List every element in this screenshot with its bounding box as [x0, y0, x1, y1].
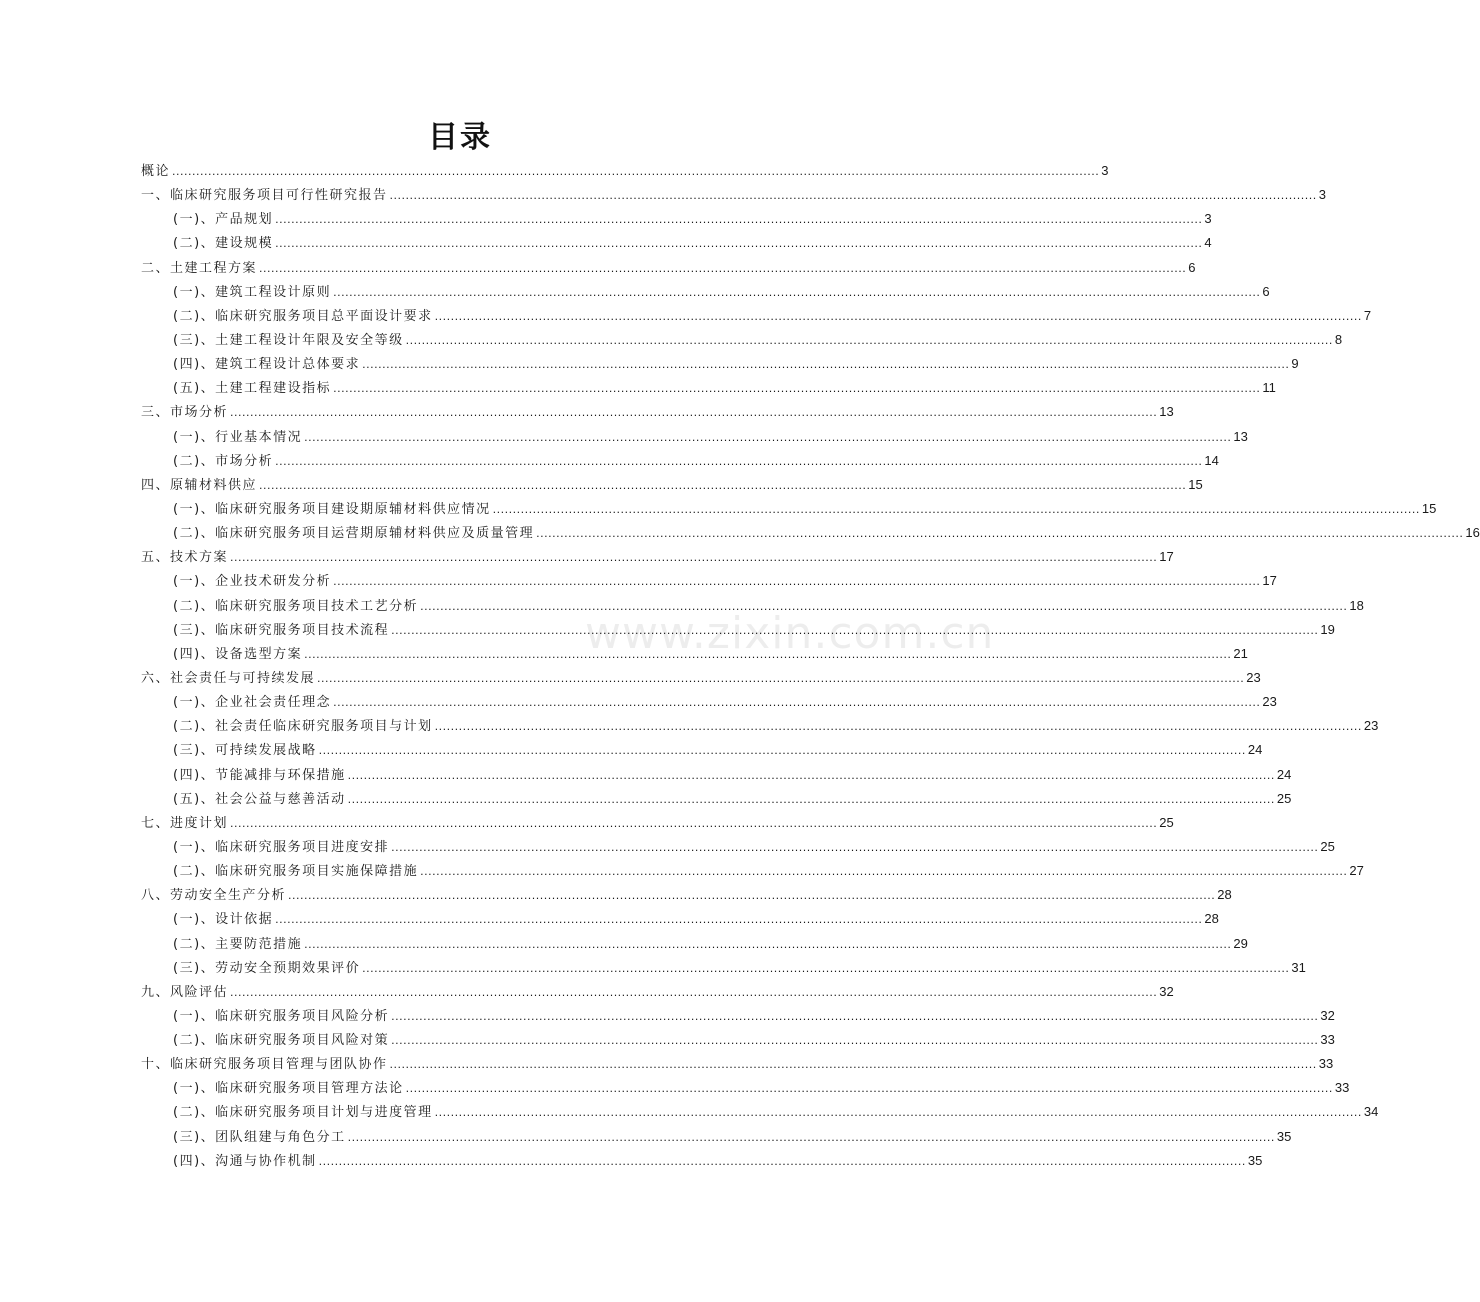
toc-subsection-entry[interactable] [141, 449, 1219, 473]
toc-leader-dots [406, 329, 1333, 353]
toc-section-entry[interactable] [141, 256, 1196, 280]
toc-entry-title: (五)、社会公益与慈善活动 [173, 791, 346, 807]
toc-entry-title: (二)、临床研究服务项目风险对策 [173, 1033, 390, 1049]
toc-leader-dots [304, 933, 1231, 957]
toc-subsection-entry[interactable] [141, 690, 1277, 714]
toc-section-entry[interactable] [141, 980, 1174, 1004]
toc-leader-dots [420, 860, 1347, 884]
page-title: 目录 [428, 120, 492, 155]
toc-leader-dots [435, 305, 1362, 329]
toc-section-entry[interactable] [141, 1052, 1334, 1076]
toc-entry-title: (四)、设备选型方案 [173, 646, 303, 662]
toc-section-entry[interactable] [141, 883, 1232, 907]
toc-leader-dots [391, 836, 1318, 860]
toc-leader-dots [259, 257, 1186, 281]
toc-page-number: 15 [1188, 476, 1203, 492]
toc-leader-dots [172, 160, 1099, 184]
toc-subsection-entry[interactable] [141, 956, 1306, 980]
toc-subsection-entry[interactable] [141, 859, 1364, 883]
toc-page-number: 13 [1233, 428, 1248, 444]
toc-section-entry[interactable] [141, 545, 1174, 569]
toc-page-number: 18 [1349, 597, 1364, 613]
toc-section-entry[interactable] [141, 159, 1109, 183]
toc-page-number: 33 [1318, 1056, 1334, 1072]
toc-leader-dots [420, 595, 1347, 619]
toc-page-number: 19 [1320, 621, 1335, 637]
toc-page-number: 24 [1247, 742, 1263, 758]
toc-subsection-entry[interactable] [141, 738, 1263, 762]
toc-leader-dots [333, 691, 1260, 715]
toc-leader-dots [333, 281, 1260, 305]
toc-entry-title: (一)、临床研究服务项目风险分析 [173, 1008, 390, 1024]
toc-subsection-entry[interactable] [141, 642, 1248, 666]
toc-leader-dots [333, 570, 1260, 594]
toc-leader-dots [275, 208, 1202, 232]
toc-entry-title: 六、社会责任与可持续发展 [141, 670, 316, 686]
toc-entry-title: (二)、临床研究服务项目运营期原辅材料供应及质量管理 [173, 526, 535, 542]
toc-page-number: 32 [1159, 983, 1174, 999]
toc-entry-title: (二)、社会责任临床研究服务项目与计划 [173, 719, 433, 735]
toc-page-number: 28 [1204, 911, 1219, 927]
toc-page-number: 23 [1262, 694, 1277, 710]
toc-subsection-entry[interactable] [141, 280, 1270, 304]
toc-leader-dots [362, 957, 1289, 981]
toc-leader-dots [348, 788, 1275, 812]
toc-subsection-entry[interactable] [141, 304, 1372, 328]
toc-entry-title: 概论 [141, 164, 171, 179]
toc-entry-title: (一)、企业技术研发分析 [173, 574, 332, 590]
toc-subsection-entry[interactable] [141, 1100, 1379, 1124]
toc-page-number: 35 [1276, 1128, 1292, 1144]
toc-page-number: 6 [1188, 259, 1196, 275]
toc-subsection-entry[interactable] [141, 328, 1343, 352]
toc-leader-dots [304, 643, 1231, 667]
toc-leader-dots [304, 426, 1231, 450]
toc-leader-dots [391, 1029, 1318, 1053]
toc-subsection-entry[interactable] [141, 787, 1292, 811]
toc-entry-title: (四)、建筑工程设计总体要求 [173, 357, 361, 373]
toc-section-entry[interactable] [141, 473, 1203, 497]
toc-subsection-entry[interactable] [141, 425, 1248, 449]
toc-entry-title: (四)、沟通与协作机制 [173, 1153, 317, 1169]
toc-entry-title: 五、技术方案 [141, 550, 229, 566]
toc-leader-dots [230, 401, 1157, 425]
toc-leader-dots [536, 522, 1463, 546]
toc-page-number: 16 [1465, 525, 1480, 541]
toc-leader-dots [406, 1077, 1333, 1101]
toc-page-number: 3 [1101, 163, 1109, 178]
toc-entry-title: (二)、临床研究服务项目计划与进度管理 [173, 1105, 433, 1121]
toc-page-number: 28 [1217, 887, 1232, 903]
toc-section-entry[interactable] [141, 183, 1326, 207]
toc-entry-title: (一)、产品规划 [173, 212, 274, 228]
toc-entry-title: 四、原辅材料供应 [141, 477, 258, 493]
toc-entry-title: 十、临床研究服务项目管理与团队协作 [141, 1057, 388, 1073]
toc-page-number: 15 [1421, 500, 1437, 516]
toc-page-number: 3 [1318, 187, 1326, 203]
toc-entry-title: (一)、行业基本情况 [173, 429, 303, 445]
toc-leader-dots [317, 667, 1244, 691]
toc-entry-title: (二)、临床研究服务项目总平面设计要求 [173, 308, 433, 324]
toc-page-number: 24 [1276, 766, 1292, 782]
toc-section-entry[interactable] [141, 666, 1261, 690]
toc-leader-dots [319, 739, 1246, 763]
toc-leader-dots [348, 764, 1275, 788]
toc-subsection-entry[interactable] [141, 594, 1364, 618]
toc-subsection-entry[interactable] [141, 763, 1292, 787]
toc-subsection-entry[interactable] [141, 1076, 1350, 1100]
toc-page-number: 17 [1159, 549, 1174, 565]
toc-entry-title: (一)、临床研究服务项目进度安排 [173, 839, 390, 855]
toc-entry-title: (三)、团队组建与角色分工 [173, 1129, 346, 1145]
toc-leader-dots [275, 908, 1202, 932]
toc-leader-dots [391, 619, 1318, 643]
toc-entry-title: (一)、临床研究服务项目管理方法论 [173, 1081, 404, 1097]
toc-entry-title: (二)、市场分析 [173, 453, 274, 469]
toc-entry-title: (二)、建设规模 [173, 236, 274, 252]
toc-entry-title: (四)、节能减排与环保措施 [173, 767, 346, 783]
toc-leader-dots [275, 450, 1202, 474]
toc-subsection-entry[interactable] [141, 1004, 1335, 1028]
toc-leader-dots [435, 1101, 1362, 1125]
toc-subsection-entry[interactable] [141, 569, 1277, 593]
toc-page-number: 25 [1276, 790, 1292, 806]
toc-subsection-entry[interactable] [141, 1125, 1292, 1149]
toc-entry-title: (一)、建筑工程设计原则 [173, 284, 332, 300]
toc-page-number: 23 [1246, 669, 1261, 685]
toc-entry-title: 九、风险评估 [141, 984, 229, 1000]
toc-entry-title: (一)、设计依据 [173, 912, 274, 928]
toc-page-number: 3 [1204, 211, 1212, 227]
toc-subsection-entry[interactable] [141, 497, 1437, 521]
toc-page-number: 21 [1233, 645, 1248, 661]
toc-page-number: 6 [1262, 283, 1270, 299]
toc-leader-dots [362, 353, 1289, 377]
toc-leader-dots [288, 884, 1215, 908]
toc-leader-dots [319, 1150, 1246, 1174]
toc-entry-title: (三)、可持续发展战略 [173, 743, 317, 759]
toc-subsection-entry[interactable] [141, 932, 1248, 956]
toc-page-number: 11 [1262, 380, 1276, 396]
toc-subsection-entry[interactable] [141, 352, 1299, 376]
toc-entry-title: (一)、企业社会责任理念 [173, 695, 332, 711]
toc-entry-title: (一)、临床研究服务项目建设期原辅材料供应情况 [173, 501, 491, 517]
toc-page-number: 7 [1363, 307, 1372, 323]
toc-page-number: 35 [1247, 1152, 1263, 1168]
toc-leader-dots [333, 377, 1260, 401]
toc-page-number: 25 [1159, 814, 1174, 830]
toc-leader-dots [391, 1005, 1318, 1029]
toc-entry-title: (五)、土建工程建设指标 [173, 381, 332, 397]
toc-subsection-entry[interactable] [141, 521, 1480, 545]
toc-leader-dots [230, 546, 1157, 570]
toc-section-entry[interactable] [141, 400, 1174, 424]
toc-subsection-entry[interactable] [141, 835, 1335, 859]
toc-subsection-entry[interactable] [141, 376, 1276, 400]
toc-entry-title: (二)、临床研究服务项目技术工艺分析 [173, 598, 419, 614]
toc-page-number: 4 [1204, 235, 1212, 251]
toc-page-number: 25 [1320, 838, 1335, 854]
toc-entry-title: (三)、劳动安全预期效果评价 [173, 960, 361, 976]
toc-subsection-entry[interactable] [141, 714, 1379, 738]
toc-entry-title: (二)、主要防范措施 [173, 936, 303, 952]
toc-page-number: 33 [1334, 1080, 1350, 1096]
toc-leader-dots [230, 981, 1157, 1005]
toc-subsection-entry[interactable] [141, 1149, 1263, 1173]
toc-entry-title: 二、土建工程方案 [141, 260, 258, 276]
toc-page-number: 29 [1233, 935, 1248, 951]
toc-section-entry[interactable] [141, 811, 1174, 835]
toc-entry-title: 一、临床研究服务项目可行性研究报告 [141, 188, 388, 204]
toc-leader-dots [348, 1126, 1275, 1150]
toc-subsection-entry[interactable] [141, 907, 1219, 931]
toc-entry-title: (三)、临床研究服务项目技术流程 [173, 622, 390, 638]
toc-page-number: 33 [1320, 1032, 1335, 1048]
toc-page-number: 27 [1349, 863, 1364, 879]
toc-leader-dots [493, 498, 1420, 522]
toc-page-number: 31 [1291, 959, 1306, 975]
toc-entry-title: (二)、临床研究服务项目实施保障措施 [173, 864, 419, 880]
toc-entry-title: 七、进度计划 [141, 815, 229, 831]
toc-leader-dots [259, 474, 1186, 498]
toc-page-number: 32 [1320, 1007, 1335, 1023]
toc-subsection-entry[interactable] [141, 618, 1335, 642]
toc-leader-dots [435, 715, 1362, 739]
toc-page-number: 34 [1363, 1104, 1379, 1120]
toc-subsection-entry[interactable] [141, 231, 1212, 255]
toc-page-number: 9 [1291, 356, 1299, 372]
toc-page-number: 14 [1204, 452, 1219, 468]
toc-leader-dots [275, 232, 1202, 256]
toc-page-number: 8 [1334, 331, 1343, 347]
toc-page-number: 23 [1363, 718, 1379, 734]
toc-leader-dots [390, 184, 1317, 208]
toc-subsection-entry[interactable] [141, 1028, 1335, 1052]
toc-subsection-entry[interactable] [141, 207, 1212, 231]
toc-entry-title: 八、劳动安全生产分析 [141, 888, 287, 904]
toc-leader-dots [230, 812, 1157, 836]
watermark: www.zixin.com.cn [585, 608, 995, 659]
toc-leader-dots [390, 1053, 1317, 1077]
toc-page-number: 13 [1159, 404, 1174, 420]
toc-entry-title: (三)、土建工程设计年限及安全等级 [173, 332, 404, 348]
toc-entry-title: 三、市场分析 [141, 405, 229, 421]
toc-page-number: 17 [1262, 573, 1277, 589]
